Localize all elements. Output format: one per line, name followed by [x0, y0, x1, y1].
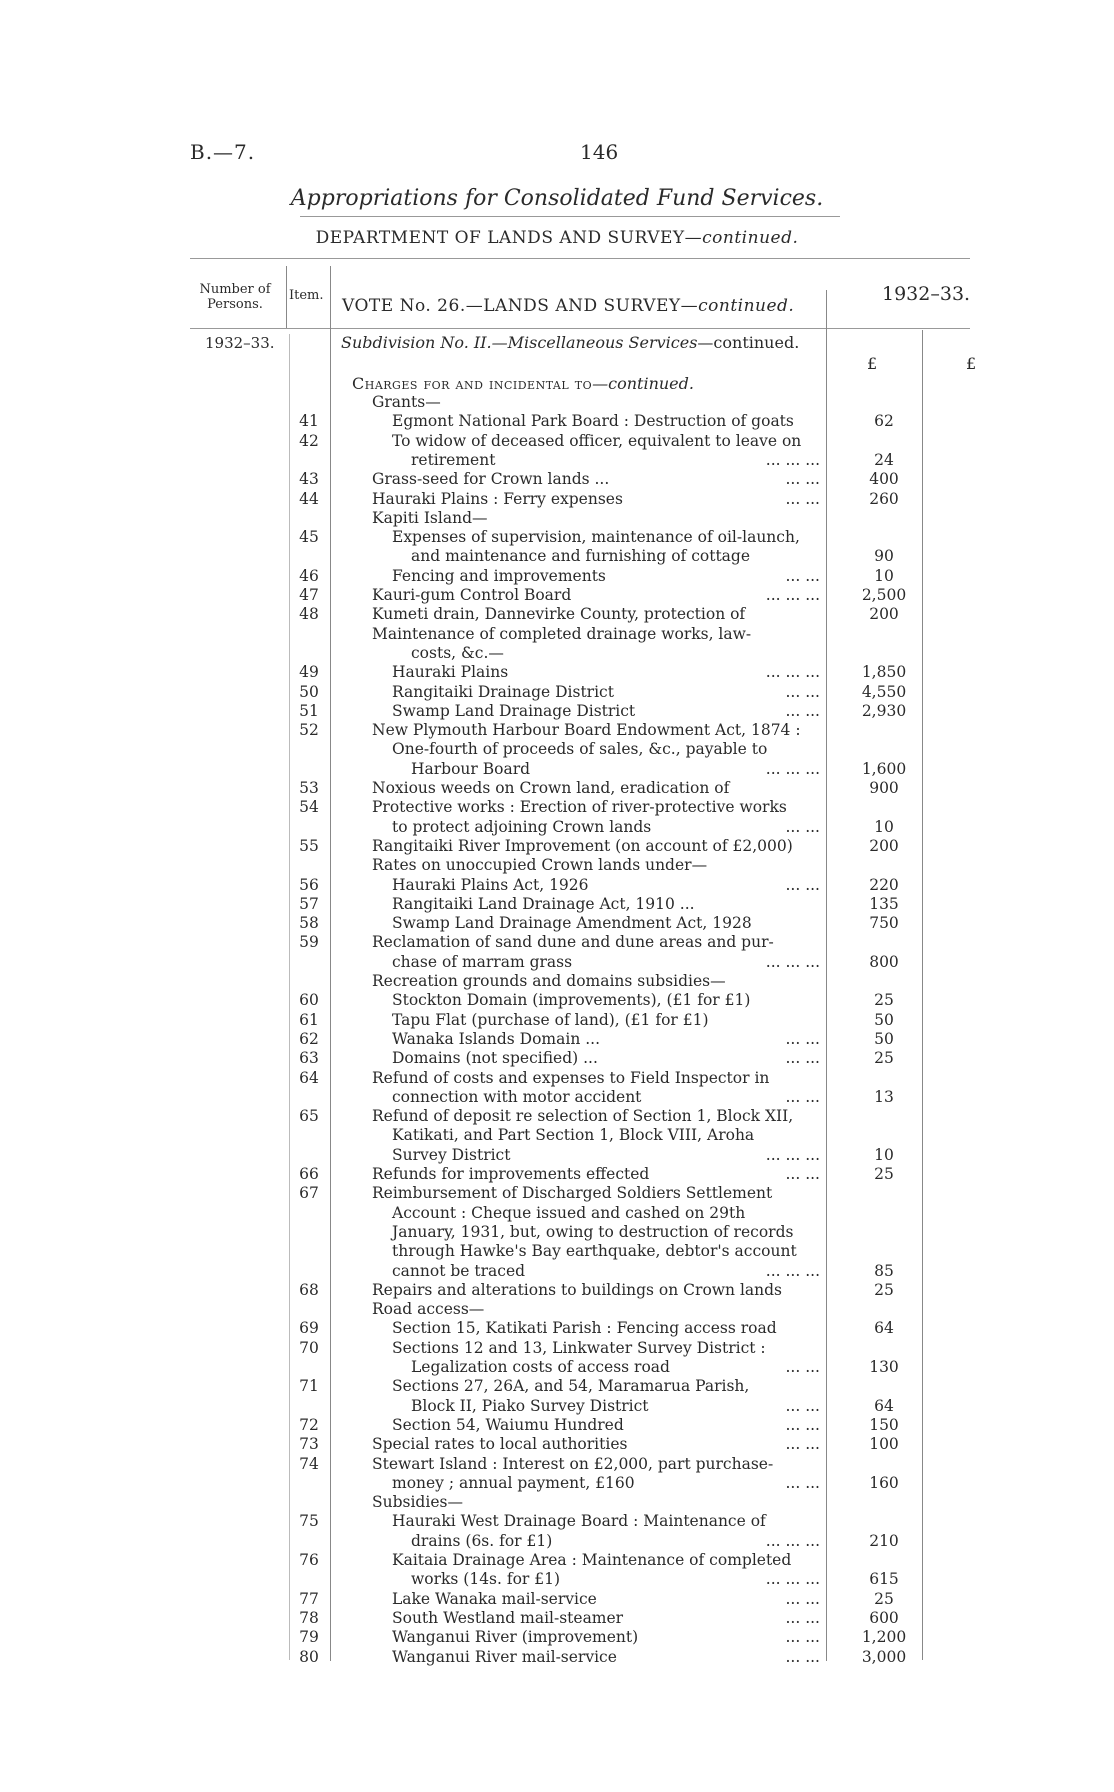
item-description: Reclamation of sand dune and dune areas and pur-	[372, 933, 774, 952]
item-description: New Plymouth Harbour Board Endowment Act, 1874 :	[372, 721, 801, 740]
item-description: through Hawke's Bay earthquake, debtor's account	[392, 1242, 797, 1261]
item-number: 79	[299, 1628, 319, 1647]
item-description: Swamp Land Drainage District	[392, 701, 636, 720]
item-description: Road access—	[372, 1300, 485, 1319]
amount-value: 1,850	[861, 663, 907, 682]
table-row	[0, 1165, 1114, 1184]
item-column-header: Item.	[289, 288, 324, 303]
leader-dots: ... ... ...	[765, 1145, 820, 1164]
table-row	[0, 1319, 1114, 1338]
item-description: Kumeti drain, Dannevirke County, protection of	[372, 605, 746, 624]
amount-value: 25	[874, 1165, 894, 1183]
amount-value: 615	[869, 1570, 899, 1589]
table-row	[0, 1223, 1114, 1242]
amount-value: 3,000	[861, 1647, 907, 1666]
amount-value: 800	[869, 952, 899, 971]
table-row	[0, 1648, 1114, 1667]
item-number: 48	[299, 605, 319, 624]
leader-dots: ... ...	[785, 817, 820, 836]
item-number: 43	[299, 470, 319, 489]
amount-value: 200	[869, 836, 899, 855]
table-row	[0, 1512, 1114, 1531]
divider	[300, 216, 840, 217]
item-description: works (14s. for £1)	[411, 1570, 561, 1589]
item-description: Sections 27, 26A, and 54, Maramarua Parish,	[392, 1377, 750, 1396]
item-description: Section 15, Katikati Parish : Fencing access road	[392, 1319, 777, 1338]
item-description: Noxious weeds on Crown land, eradication of	[372, 779, 730, 797]
table-row	[0, 1551, 1114, 1570]
table-row	[0, 605, 1114, 624]
item-description: Grants—	[372, 393, 441, 411]
item-number: 71	[299, 1377, 319, 1396]
item-description: Hauraki Plains Act, 1926	[392, 875, 589, 894]
table-row	[0, 1107, 1114, 1126]
item-number: 74	[299, 1454, 319, 1473]
item-number: 58	[299, 914, 319, 933]
leader-dots: ... ...	[785, 1165, 820, 1183]
item-description: Refund of deposit re selection of Section 1, Block XII,	[372, 1107, 794, 1126]
table-row	[0, 393, 1114, 412]
table-row	[0, 547, 1114, 566]
year-column-header: 1932–33.	[882, 283, 971, 305]
table-row	[0, 1049, 1114, 1068]
leader-dots: ... ...	[785, 1415, 820, 1434]
amount-value: 750	[869, 914, 899, 933]
leader-dots: ... ...	[785, 1029, 820, 1048]
header-divider	[190, 328, 970, 329]
table-row	[0, 625, 1114, 644]
item-description: drains (6s. for £1)	[411, 1531, 553, 1550]
amount-value: 62	[874, 412, 894, 431]
item-number: 57	[299, 894, 319, 913]
item-description: money ; annual payment, £160	[392, 1473, 635, 1492]
item-description: Stewart Island : Interest on £2,000, part purchase-	[372, 1454, 774, 1473]
page-title: Appropriations for Consolidated Fund Services.	[290, 186, 824, 211]
item-number: 75	[299, 1512, 319, 1531]
leader-dots: ... ... ...	[765, 586, 820, 604]
item-number: 78	[299, 1608, 319, 1627]
item-description: Rangitaiki Land Drainage Act, 1910 ...	[392, 894, 695, 913]
leader-dots: ... ... ...	[765, 952, 820, 971]
item-description: Kapiti Island—	[372, 508, 488, 527]
item-description: Expenses of supervision, maintenance of oil-launch,	[392, 528, 800, 547]
table-row	[0, 451, 1114, 470]
item-description: Rates on unoccupied Crown lands under—	[372, 856, 708, 875]
item-description: Refund of costs and expenses to Field Inspector in	[372, 1068, 770, 1087]
item-description: Hauraki Plains	[392, 663, 509, 682]
leader-dots: ... ...	[785, 489, 820, 508]
item-description: Account : Cheque issued and cashed on 29th	[392, 1203, 746, 1222]
leader-dots: ... ...	[785, 470, 820, 489]
item-description: Reimbursement of Discharged Soldiers Settlement	[372, 1184, 773, 1203]
table-row	[0, 528, 1114, 547]
table-row	[0, 1242, 1114, 1261]
amount-value: 1,200	[861, 1628, 907, 1647]
table-row	[0, 1628, 1114, 1647]
table-row	[0, 1474, 1114, 1493]
item-description: Hauraki West Drainage Board : Maintenance of	[392, 1512, 766, 1531]
item-description: Special rates to local authorities	[372, 1435, 628, 1454]
item-number: 51	[299, 701, 319, 720]
item-description: Protective works : Erection of river-protective works	[372, 798, 787, 817]
item-description: Section 54, Waiumu Hundred	[392, 1415, 624, 1434]
amount-value: 100	[869, 1435, 899, 1454]
amount-value: 13	[874, 1087, 894, 1106]
item-description: Rangitaiki River Improvement (on account of £2,000)	[372, 836, 793, 855]
amount-value: 1,600	[861, 759, 907, 778]
item-description: Sections 12 and 13, Linkwater Survey District :	[392, 1338, 766, 1357]
table-row	[0, 818, 1114, 837]
table-row	[0, 895, 1114, 914]
item-description: Domains (not specified) ...	[392, 1049, 598, 1068]
leader-dots: ... ...	[785, 1473, 820, 1492]
table-row	[0, 683, 1114, 702]
table-row	[0, 1069, 1114, 1088]
amount-value: 25	[874, 1049, 894, 1068]
table-row	[0, 567, 1114, 586]
amount-value: 135	[869, 894, 899, 913]
table-row	[0, 991, 1114, 1010]
item-description: Tapu Flat (purchase of land), (£1 for £1)	[392, 1010, 709, 1029]
amount-value: 220	[869, 875, 899, 894]
item-number: 52	[299, 721, 319, 740]
table-row	[0, 702, 1114, 721]
leader-dots: ... ...	[785, 1435, 820, 1454]
item-number: 47	[299, 586, 319, 604]
item-number: 60	[299, 991, 319, 1010]
item-description: Lake Wanaka mail-service	[392, 1589, 597, 1608]
item-description: Hauraki Plains : Ferry expenses	[372, 489, 623, 508]
item-number: 66	[299, 1165, 319, 1183]
table-row	[0, 1416, 1114, 1435]
pound-sign-column-2: £	[966, 354, 977, 373]
amount-value: 25	[874, 1280, 894, 1299]
table-row	[0, 953, 1114, 972]
item-description: Swamp Land Drainage Amendment Act, 1928	[392, 914, 752, 933]
amount-value: 25	[874, 991, 894, 1010]
table-row	[0, 663, 1114, 682]
table-row	[0, 1126, 1114, 1145]
item-description: To widow of deceased officer, equivalent to leave on	[392, 431, 802, 450]
item-number: 56	[299, 875, 319, 894]
table-row	[0, 1146, 1114, 1165]
item-number: 73	[299, 1435, 319, 1454]
amount-value: 400	[869, 470, 899, 489]
item-number: 61	[299, 1010, 319, 1029]
table-row	[0, 1435, 1114, 1454]
table-row	[0, 1377, 1114, 1396]
item-number: 72	[299, 1415, 319, 1434]
amount-value: 50	[874, 1010, 894, 1029]
document-reference: B.—7.	[190, 140, 256, 164]
amount-value: 90	[874, 547, 894, 566]
item-description: South Westland mail-steamer	[392, 1608, 624, 1627]
amount-value: 10	[874, 566, 894, 585]
column-rule	[286, 266, 287, 328]
amount-value: 2,930	[861, 701, 907, 720]
table-row	[0, 933, 1114, 952]
amount-value: 130	[869, 1358, 899, 1376]
amount-value: 10	[874, 817, 894, 836]
item-number: 76	[299, 1551, 319, 1569]
item-description: Survey District	[392, 1145, 511, 1164]
page-number: 146	[580, 140, 619, 164]
item-description: chase of marram grass	[392, 952, 573, 971]
amount-value: 2,500	[861, 586, 907, 604]
table-row	[0, 586, 1114, 605]
table-row	[0, 1030, 1114, 1049]
item-description: Harbour Board	[411, 759, 531, 778]
item-number: 68	[299, 1280, 319, 1299]
table-row	[0, 1281, 1114, 1300]
table-row	[0, 856, 1114, 875]
amount-value: 64	[874, 1319, 894, 1338]
leader-dots: ... ...	[785, 1087, 820, 1106]
amount-value: 25	[874, 1589, 894, 1608]
amount-value: 4,550	[861, 682, 907, 701]
item-number: 45	[299, 528, 319, 547]
leader-dots: ... ...	[785, 1358, 820, 1376]
item-description: Grass-seed for Crown lands ...	[372, 470, 610, 489]
item-description: and maintenance and furnishing of cottage	[411, 547, 751, 566]
leader-dots: ... ... ...	[765, 1261, 820, 1280]
item-description: Refunds for improvements effected	[372, 1165, 650, 1183]
table-row	[0, 644, 1114, 663]
amount-value: 900	[869, 779, 899, 797]
table-row	[0, 1300, 1114, 1319]
item-number: 54	[299, 798, 319, 817]
table-row	[0, 1590, 1114, 1609]
item-number: 80	[299, 1647, 319, 1666]
item-number: 50	[299, 682, 319, 701]
vote-heading: VOTE No. 26.—LANDS AND SURVEY—continued.	[342, 296, 795, 316]
item-number: 67	[299, 1184, 319, 1203]
item-number: 44	[299, 489, 319, 508]
item-description: Egmont National Park Board : Destruction of goats	[392, 412, 794, 431]
table-row	[0, 470, 1114, 489]
leader-dots: ... ...	[785, 1396, 820, 1415]
table-row	[0, 1088, 1114, 1107]
item-description: Wanganui River (improvement)	[392, 1628, 639, 1647]
table-row	[0, 1339, 1114, 1358]
item-description: Stockton Domain (improvements), (£1 for £1)	[392, 991, 751, 1010]
table-row	[0, 914, 1114, 933]
item-description: One-fourth of proceeds of sales, &c., payable to	[392, 740, 768, 759]
item-description: Kaitaia Drainage Area : Maintenance of completed	[392, 1551, 792, 1569]
item-description: January, 1931, but, owing to destruction of records	[392, 1222, 794, 1241]
item-description: retirement	[411, 450, 496, 469]
item-description: Repairs and alterations to buildings on Crown lands	[372, 1280, 783, 1299]
table-row	[0, 760, 1114, 779]
item-number: 65	[299, 1107, 319, 1126]
item-description: Legalization costs of access road	[411, 1358, 670, 1376]
table-row	[0, 721, 1114, 740]
amount-value: 160	[869, 1473, 899, 1492]
table-row	[0, 490, 1114, 509]
leader-dots: ... ... ...	[765, 1570, 820, 1589]
charges-heading: Charges for and incidental to—continued.	[352, 374, 694, 393]
amount-value: 210	[869, 1531, 899, 1550]
leader-dots: ... ...	[785, 566, 820, 585]
item-number: 64	[299, 1068, 319, 1087]
item-description: Rangitaiki Drainage District	[392, 682, 614, 701]
item-number: 59	[299, 933, 319, 952]
table-row	[0, 876, 1114, 895]
leader-dots: ... ... ...	[765, 1531, 820, 1550]
table-row	[0, 837, 1114, 856]
item-number: 46	[299, 566, 319, 585]
item-number: 55	[299, 836, 319, 855]
table-row	[0, 779, 1114, 798]
table-row	[0, 1184, 1114, 1203]
item-number: 53	[299, 779, 319, 797]
table-row	[0, 798, 1114, 817]
item-number: 63	[299, 1049, 319, 1068]
amount-value: 200	[869, 605, 899, 624]
item-description: Wanganui River mail-service	[392, 1647, 617, 1666]
item-description: Subsidies—	[372, 1493, 463, 1512]
item-description: Block II, Piako Survey District	[411, 1396, 649, 1415]
table-row	[0, 432, 1114, 451]
item-description: to protect adjoining Crown lands	[392, 817, 652, 836]
amount-value: 24	[874, 450, 894, 469]
item-description: connection with motor accident	[392, 1087, 642, 1106]
number-of-persons-header: Number of Persons.	[199, 282, 271, 312]
leader-dots: ... ...	[785, 682, 820, 701]
item-number: 70	[299, 1338, 319, 1357]
leader-dots: ... ...	[785, 1628, 820, 1647]
item-number: 62	[299, 1029, 319, 1048]
leader-dots: ... ...	[785, 1647, 820, 1666]
table-row	[0, 1493, 1114, 1512]
table-row	[0, 1358, 1114, 1377]
amount-value: 50	[874, 1029, 894, 1048]
leader-dots: ... ... ...	[765, 759, 820, 778]
leader-dots: ... ...	[785, 1608, 820, 1627]
table-row	[0, 1262, 1114, 1281]
item-description: Maintenance of completed drainage works, law-	[372, 624, 752, 643]
table-row	[0, 412, 1114, 431]
item-number: 42	[299, 431, 319, 450]
item-number: 41	[299, 412, 319, 431]
amount-value: 600	[869, 1608, 899, 1627]
table-row	[0, 740, 1114, 759]
item-description: Fencing and improvements	[392, 566, 606, 585]
item-description: Kauri-gum Control Board	[372, 586, 572, 604]
leader-dots: ... ...	[785, 1589, 820, 1608]
item-number: 69	[299, 1319, 319, 1338]
table-row	[0, 972, 1114, 991]
amount-value: 260	[869, 489, 899, 508]
table-row	[0, 509, 1114, 528]
item-description: Recreation grounds and domains subsidies—	[372, 972, 726, 990]
item-description: costs, &c.—	[411, 643, 504, 662]
leader-dots: ... ... ...	[765, 663, 820, 682]
persons-year-label: 1932–33.	[205, 334, 275, 352]
amount-value: 150	[869, 1415, 899, 1434]
item-description: Wanaka Islands Domain ...	[392, 1029, 601, 1048]
item-number: 77	[299, 1589, 319, 1608]
table-row	[0, 1609, 1114, 1628]
leader-dots: ... ...	[785, 875, 820, 894]
leader-dots: ... ... ...	[765, 450, 820, 469]
item-description: Katikati, and Part Section 1, Block VIII, Aroha	[392, 1126, 755, 1145]
item-number: 49	[299, 663, 319, 682]
divider	[190, 258, 970, 259]
table-row	[0, 1570, 1114, 1589]
leader-dots: ... ...	[785, 1049, 820, 1068]
amount-value: 64	[874, 1396, 894, 1415]
amount-value: 85	[874, 1261, 894, 1280]
department-heading: DEPARTMENT OF LANDS AND SURVEY—continued.	[315, 228, 799, 248]
item-description: cannot be traced	[392, 1261, 526, 1280]
table-row	[0, 1532, 1114, 1551]
subdivision-heading: Subdivision No. II.—Miscellaneous Services—continued.	[341, 333, 800, 352]
table-row	[0, 1011, 1114, 1030]
pound-sign-column-1: £	[867, 354, 878, 373]
table-row	[0, 1455, 1114, 1474]
amount-value: 10	[874, 1145, 894, 1164]
table-row	[0, 1204, 1114, 1223]
leader-dots: ... ...	[785, 701, 820, 720]
table-row	[0, 1397, 1114, 1416]
